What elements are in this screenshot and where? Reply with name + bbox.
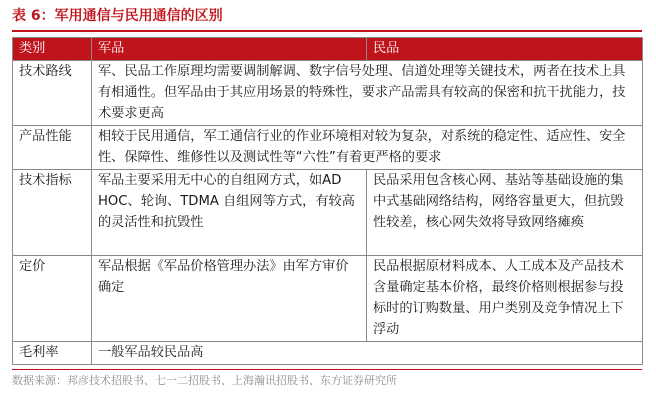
title-divider xyxy=(12,30,642,32)
header-military: 军品 xyxy=(92,38,367,61)
table-bottom-divider xyxy=(12,369,642,370)
header-category: 类别 xyxy=(13,38,92,61)
row-merged-cell: 一般军品较民品高 xyxy=(92,342,643,365)
row-merged-cell: 军、民品工作原理均需要调制解调、数字信号处理、信道处理等关键技术，两者在技术上具有相通性。但军品由于其应用场景的特殊性，要求产品需具有较高的保密和抗干扰能力，技术要求更高 xyxy=(92,61,643,126)
table-title: 表 6：军用通信与民用通信的区别 xyxy=(12,8,223,24)
row-category: 技术指标 xyxy=(13,170,92,256)
row-category: 定价 xyxy=(13,256,92,342)
row-military-cell: 军品主要采用无中心的自组网方式，如AD HOC、轮询、TDMA 自组网等方式，有较高的灵活性和抗毁性 xyxy=(92,170,367,256)
table-row xyxy=(13,256,643,342)
table-row xyxy=(13,126,643,170)
table-header-row xyxy=(13,38,643,61)
source-note: 数据来源：邦彦技术招股书、七一二招股书、上海瀚讯招股书、东方证券研究所 xyxy=(12,374,397,387)
comparison-table xyxy=(12,37,643,365)
table-row xyxy=(13,170,643,256)
row-category: 产品性能 xyxy=(13,126,92,170)
row-category: 技术路线 xyxy=(13,61,92,126)
row-civilian-cell: 民品采用包含核心网、基站等基础设施的集中式基础网络结构，网络容量更大，但抗毁性较差，核心网失效将导致网络瘫痪 xyxy=(367,170,643,256)
row-civilian-cell: 民品根据原材料成本、人工成本及产品技术含量确定基本价格，最终价格则根据参与投标时的订购数量、用户类别及竞争情况上下浮动 xyxy=(367,256,643,342)
header-civilian: 民品 xyxy=(367,38,643,61)
table-row xyxy=(13,61,643,126)
row-category: 毛利率 xyxy=(13,342,92,365)
table-row xyxy=(13,342,643,365)
row-merged-cell: 相较于民用通信，军工通信行业的作业环境相对较为复杂，对系统的稳定性、适应性、安全性、保障性、维修性以及测试性等“六性”有着更严格的要求 xyxy=(92,126,643,170)
row-military-cell: 军品根据《军品价格管理办法》由军方审价确定 xyxy=(92,256,367,342)
